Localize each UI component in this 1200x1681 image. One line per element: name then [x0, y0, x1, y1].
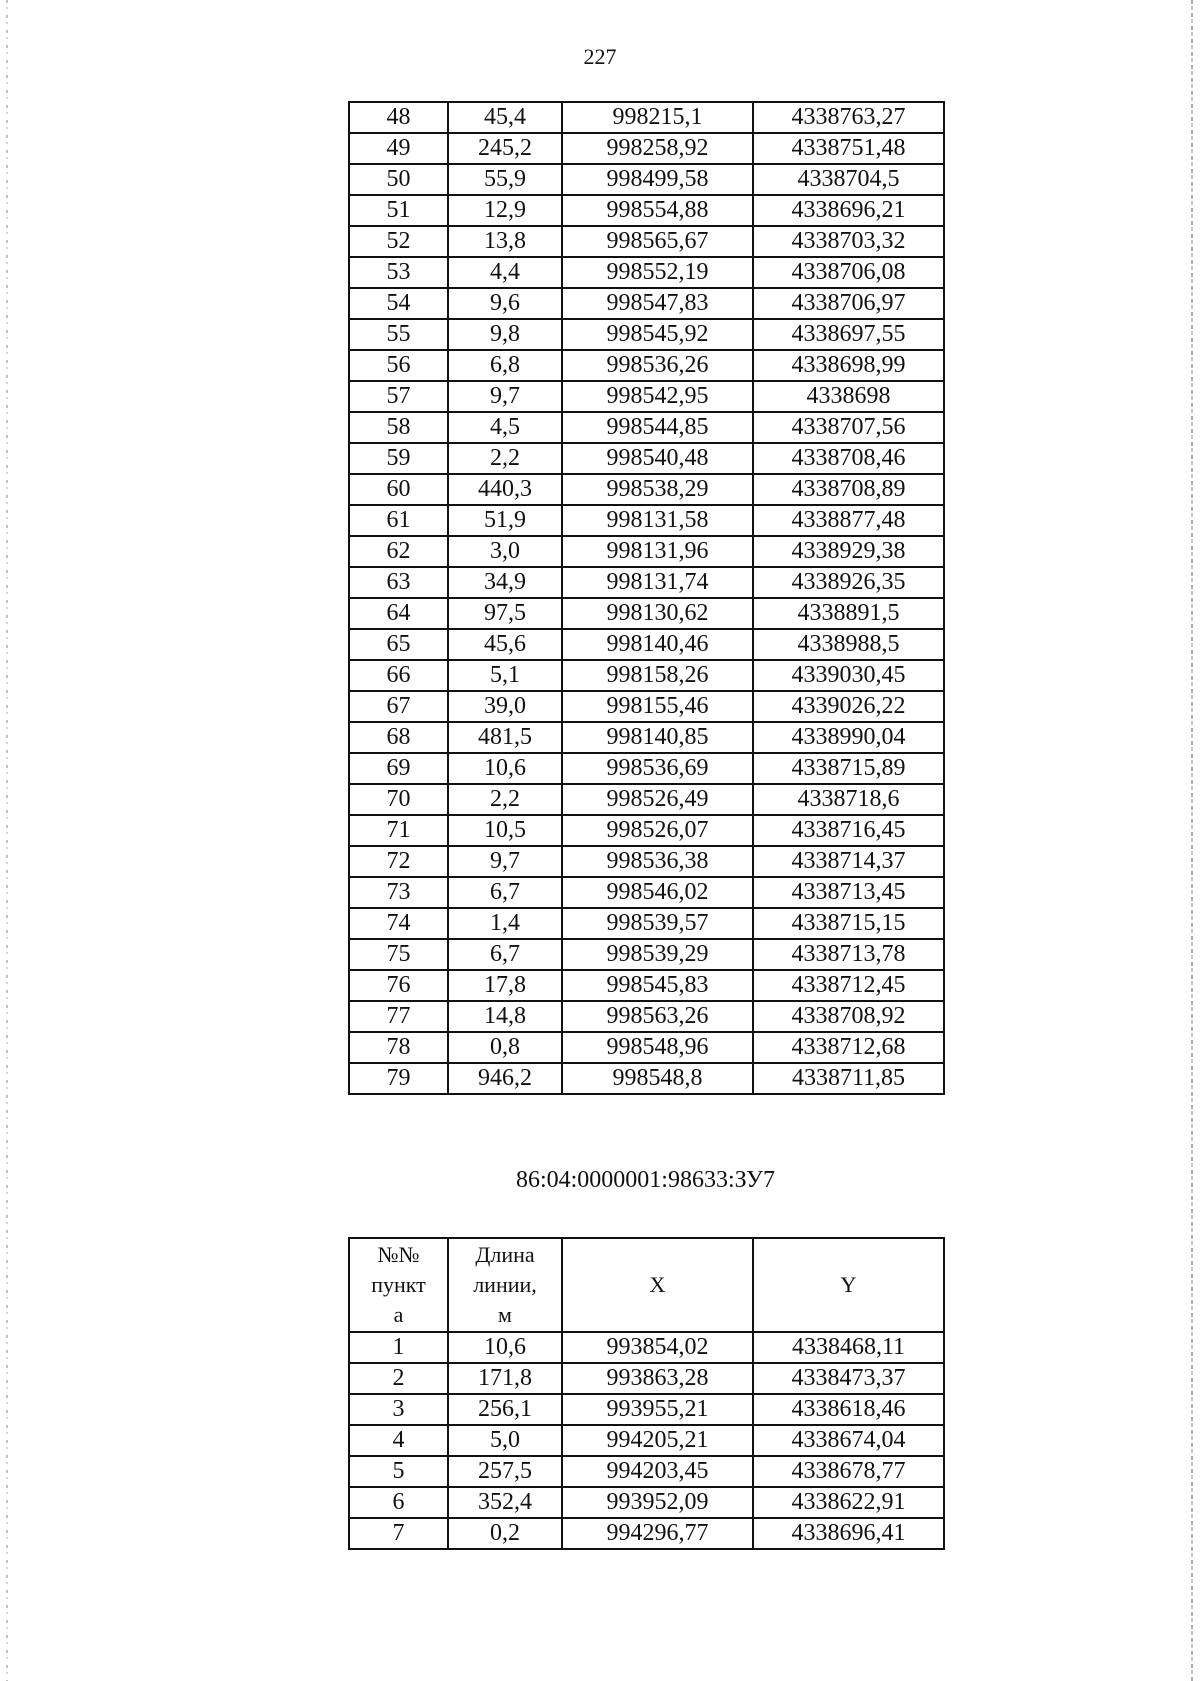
table-row: [349, 412, 944, 443]
cell-x: 998130,62: [562, 598, 753, 629]
cell-y: 4339026,22: [753, 691, 944, 722]
table-row: [349, 939, 944, 970]
cell-x: 998539,57: [562, 908, 753, 939]
cell-point-number: 77: [349, 1001, 448, 1032]
cell-y: 4338877,48: [753, 505, 944, 536]
table-row: [349, 846, 944, 877]
cell-x: 998552,19: [562, 257, 753, 288]
cell-line-length: 9,7: [448, 846, 562, 877]
cell-point-number: 58: [349, 412, 448, 443]
cell-line-length: 12,9: [448, 195, 562, 226]
cell-x: 998131,58: [562, 505, 753, 536]
cell-point-number: 54: [349, 288, 448, 319]
cell-point-number: 61: [349, 505, 448, 536]
cell-x: 998542,95: [562, 381, 753, 412]
cell-x: 998563,26: [562, 1001, 753, 1032]
coordinates-table-zu7: [348, 1237, 945, 1550]
table-row: [349, 381, 944, 412]
table-row: [349, 505, 944, 536]
cell-y: 4338891,5: [753, 598, 944, 629]
section-caption: 86:04:0000001:98633:ЗУ7: [515, 1167, 776, 1193]
table-row: [349, 1518, 944, 1549]
table-row: [349, 691, 944, 722]
cell-y: 4338715,15: [753, 908, 944, 939]
cell-point-number: 75: [349, 939, 448, 970]
table-row: [349, 1487, 944, 1518]
cell-line-length: 6,7: [448, 939, 562, 970]
cell-x: 998499,58: [562, 164, 753, 195]
table-row: [349, 908, 944, 939]
cell-point-number: 67: [349, 691, 448, 722]
cell-line-length: 10,6: [448, 753, 562, 784]
cell-line-length: 4,4: [448, 257, 562, 288]
table-row: [349, 970, 944, 1001]
cell-x: 998548,8: [562, 1063, 753, 1094]
cell-x: 998538,29: [562, 474, 753, 505]
cell-point-number: 53: [349, 257, 448, 288]
header-y: [753, 1238, 944, 1332]
cell-x: 998545,92: [562, 319, 753, 350]
cell-y: 4338926,35: [753, 567, 944, 598]
cell-line-length: 440,3: [448, 474, 562, 505]
table-row: [349, 629, 944, 660]
cell-line-length: 34,9: [448, 567, 562, 598]
cell-point-number: 50: [349, 164, 448, 195]
cell-line-length: 9,8: [448, 319, 562, 350]
cell-line-length: 946,2: [448, 1063, 562, 1094]
table-row: [349, 598, 944, 629]
cell-line-length: 1,4: [448, 908, 562, 939]
cell-line-length: 0,2: [448, 1518, 562, 1549]
coordinates-table-body: [349, 102, 944, 1094]
table-row: [349, 1363, 944, 1394]
cell-y: 4338714,37: [753, 846, 944, 877]
cell-x: 998565,67: [562, 226, 753, 257]
cell-x: 998158,26: [562, 660, 753, 691]
cell-line-length: 481,5: [448, 722, 562, 753]
cell-x: 998536,38: [562, 846, 753, 877]
cell-point-number: 7: [349, 1518, 448, 1549]
header-row: [349, 1238, 944, 1332]
cell-point-number: 74: [349, 908, 448, 939]
table-row: [349, 350, 944, 381]
table-header: [349, 1238, 944, 1332]
cell-line-length: 51,9: [448, 505, 562, 536]
cell-x: 998155,46: [562, 691, 753, 722]
cell-y: 4338713,45: [753, 877, 944, 908]
cell-y: 4338678,77: [753, 1456, 944, 1487]
table-row: [349, 567, 944, 598]
cell-line-length: 4,5: [448, 412, 562, 443]
cell-y: 4338707,56: [753, 412, 944, 443]
header-point-number-label: №№ пункт а: [371, 1242, 426, 1327]
cell-point-number: 71: [349, 815, 448, 846]
cell-line-length: 55,9: [448, 164, 562, 195]
table-row: [349, 1063, 944, 1094]
cell-line-length: 245,2: [448, 133, 562, 164]
table-row: [349, 257, 944, 288]
cell-x: 998536,26: [562, 350, 753, 381]
cell-point-number: 55: [349, 319, 448, 350]
cell-line-length: 256,1: [448, 1394, 562, 1425]
table-row: [349, 1456, 944, 1487]
cell-line-length: 3,0: [448, 536, 562, 567]
table-row: [349, 474, 944, 505]
cell-line-length: 17,8: [448, 970, 562, 1001]
table-row: [349, 102, 944, 133]
cell-x: 998547,83: [562, 288, 753, 319]
cell-point-number: 73: [349, 877, 448, 908]
table-row: [349, 288, 944, 319]
cell-point-number: 56: [349, 350, 448, 381]
cell-y: 4338716,45: [753, 815, 944, 846]
cell-line-length: 45,4: [448, 102, 562, 133]
table-row: [349, 1332, 944, 1363]
cell-line-length: 39,0: [448, 691, 562, 722]
cell-x: 998258,92: [562, 133, 753, 164]
table-row: [349, 877, 944, 908]
cell-x: 998131,96: [562, 536, 753, 567]
table-row: [349, 226, 944, 257]
cell-line-length: 2,2: [448, 784, 562, 815]
cell-y: 4338696,21: [753, 195, 944, 226]
cell-line-length: 352,4: [448, 1487, 562, 1518]
cell-point-number: 65: [349, 629, 448, 660]
table-row: [349, 1032, 944, 1063]
cell-x: 998546,02: [562, 877, 753, 908]
table-row: [349, 784, 944, 815]
table-row: [349, 753, 944, 784]
cell-x: 998545,83: [562, 970, 753, 1001]
cell-point-number: 69: [349, 753, 448, 784]
cell-y: 4338698: [753, 381, 944, 412]
cell-point-number: 5: [349, 1456, 448, 1487]
cell-point-number: 68: [349, 722, 448, 753]
cell-y: 4338708,92: [753, 1001, 944, 1032]
table-row: [349, 443, 944, 474]
cell-point-number: 52: [349, 226, 448, 257]
cell-line-length: 45,6: [448, 629, 562, 660]
cell-y: 4338988,5: [753, 629, 944, 660]
cell-y: 4338712,68: [753, 1032, 944, 1063]
cell-point-number: 62: [349, 536, 448, 567]
cell-line-length: 6,8: [448, 350, 562, 381]
cell-line-length: 97,5: [448, 598, 562, 629]
cell-point-number: 64: [349, 598, 448, 629]
table-row: [349, 660, 944, 691]
cell-point-number: 3: [349, 1394, 448, 1425]
cell-line-length: 10,5: [448, 815, 562, 846]
table-row: [349, 815, 944, 846]
cell-y: 4338696,41: [753, 1518, 944, 1549]
cell-x: 998539,29: [562, 939, 753, 970]
cell-y: 4338713,78: [753, 939, 944, 970]
header-line-length: [448, 1238, 562, 1332]
cell-y: 4338990,04: [753, 722, 944, 753]
cell-y: 4338697,55: [753, 319, 944, 350]
cell-point-number: 4: [349, 1425, 448, 1456]
table-row: [349, 1425, 944, 1456]
cell-point-number: 79: [349, 1063, 448, 1094]
cell-x: 993952,09: [562, 1487, 753, 1518]
cell-y: 4338763,27: [753, 102, 944, 133]
page-number: 227: [583, 44, 617, 69]
cell-line-length: 6,7: [448, 877, 562, 908]
cell-x: 998548,96: [562, 1032, 753, 1063]
cell-x: 998215,1: [562, 102, 753, 133]
coordinates-table-continued: [348, 101, 945, 1095]
table-row: [349, 164, 944, 195]
cell-y: 4339030,45: [753, 660, 944, 691]
cell-y: 4338715,89: [753, 753, 944, 784]
cell-y: 4338468,11: [753, 1332, 944, 1363]
cell-y: 4338708,89: [753, 474, 944, 505]
cell-x: 998536,69: [562, 753, 753, 784]
cell-y: 4338711,85: [753, 1063, 944, 1094]
cell-x: 993863,28: [562, 1363, 753, 1394]
cell-point-number: 51: [349, 195, 448, 226]
cell-y: 4338622,91: [753, 1487, 944, 1518]
cell-line-length: 5,0: [448, 1425, 562, 1456]
table-row: [349, 133, 944, 164]
header-x-label: X: [649, 1272, 666, 1297]
scan-edge-left: [6, 0, 8, 1681]
header-point-number: [349, 1238, 448, 1332]
cell-y: 4338706,08: [753, 257, 944, 288]
cell-line-length: 10,6: [448, 1332, 562, 1363]
table-row: [349, 722, 944, 753]
header-x: [562, 1238, 753, 1332]
cell-point-number: 72: [349, 846, 448, 877]
cell-line-length: 257,5: [448, 1456, 562, 1487]
cell-y: 4338698,99: [753, 350, 944, 381]
cell-x: 998140,46: [562, 629, 753, 660]
cell-y: 4338712,45: [753, 970, 944, 1001]
cell-line-length: 5,1: [448, 660, 562, 691]
cell-y: 4338706,97: [753, 288, 944, 319]
cell-x: 998526,07: [562, 815, 753, 846]
table-row: [349, 536, 944, 567]
cell-y: 4338703,32: [753, 226, 944, 257]
cell-y: 4338751,48: [753, 133, 944, 164]
cell-point-number: 49: [349, 133, 448, 164]
cell-y: 4338704,5: [753, 164, 944, 195]
cell-point-number: 59: [349, 443, 448, 474]
table-row: [349, 195, 944, 226]
cell-line-length: 14,8: [448, 1001, 562, 1032]
cell-point-number: 60: [349, 474, 448, 505]
cell-line-length: 13,8: [448, 226, 562, 257]
cell-x: 998540,48: [562, 443, 753, 474]
cell-y: 4338929,38: [753, 536, 944, 567]
cell-y: 4338708,46: [753, 443, 944, 474]
cell-point-number: 48: [349, 102, 448, 133]
header-y-label: Y: [840, 1272, 857, 1297]
cell-x: 994296,77: [562, 1518, 753, 1549]
cell-point-number: 2: [349, 1363, 448, 1394]
cell-point-number: 66: [349, 660, 448, 691]
cell-x: 998554,88: [562, 195, 753, 226]
cell-point-number: 6: [349, 1487, 448, 1518]
cell-x: 993955,21: [562, 1394, 753, 1425]
cell-line-length: 2,2: [448, 443, 562, 474]
cell-x: 998131,74: [562, 567, 753, 598]
header-line-length-label: Длина линии, м: [473, 1242, 537, 1327]
cell-line-length: 0,8: [448, 1032, 562, 1063]
cell-y: 4338674,04: [753, 1425, 944, 1456]
cell-point-number: 76: [349, 970, 448, 1001]
cell-x: 998544,85: [562, 412, 753, 443]
coordinates-table-body: [349, 1332, 944, 1549]
cell-line-length: 9,6: [448, 288, 562, 319]
cell-x: 998526,49: [562, 784, 753, 815]
cell-y: 4338718,6: [753, 784, 944, 815]
cell-x: 998140,85: [562, 722, 753, 753]
cell-y: 4338473,37: [753, 1363, 944, 1394]
scan-edge-right: [1191, 0, 1193, 1681]
cell-x: 993854,02: [562, 1332, 753, 1363]
cell-point-number: 63: [349, 567, 448, 598]
table-row: [349, 1394, 944, 1425]
cell-line-length: 9,7: [448, 381, 562, 412]
cell-point-number: 57: [349, 381, 448, 412]
cell-x: 994203,45: [562, 1456, 753, 1487]
cell-point-number: 70: [349, 784, 448, 815]
table-row: [349, 319, 944, 350]
table-row: [349, 1001, 944, 1032]
cell-y: 4338618,46: [753, 1394, 944, 1425]
cell-line-length: 171,8: [448, 1363, 562, 1394]
cell-x: 994205,21: [562, 1425, 753, 1456]
cell-point-number: 1: [349, 1332, 448, 1363]
cell-point-number: 78: [349, 1032, 448, 1063]
